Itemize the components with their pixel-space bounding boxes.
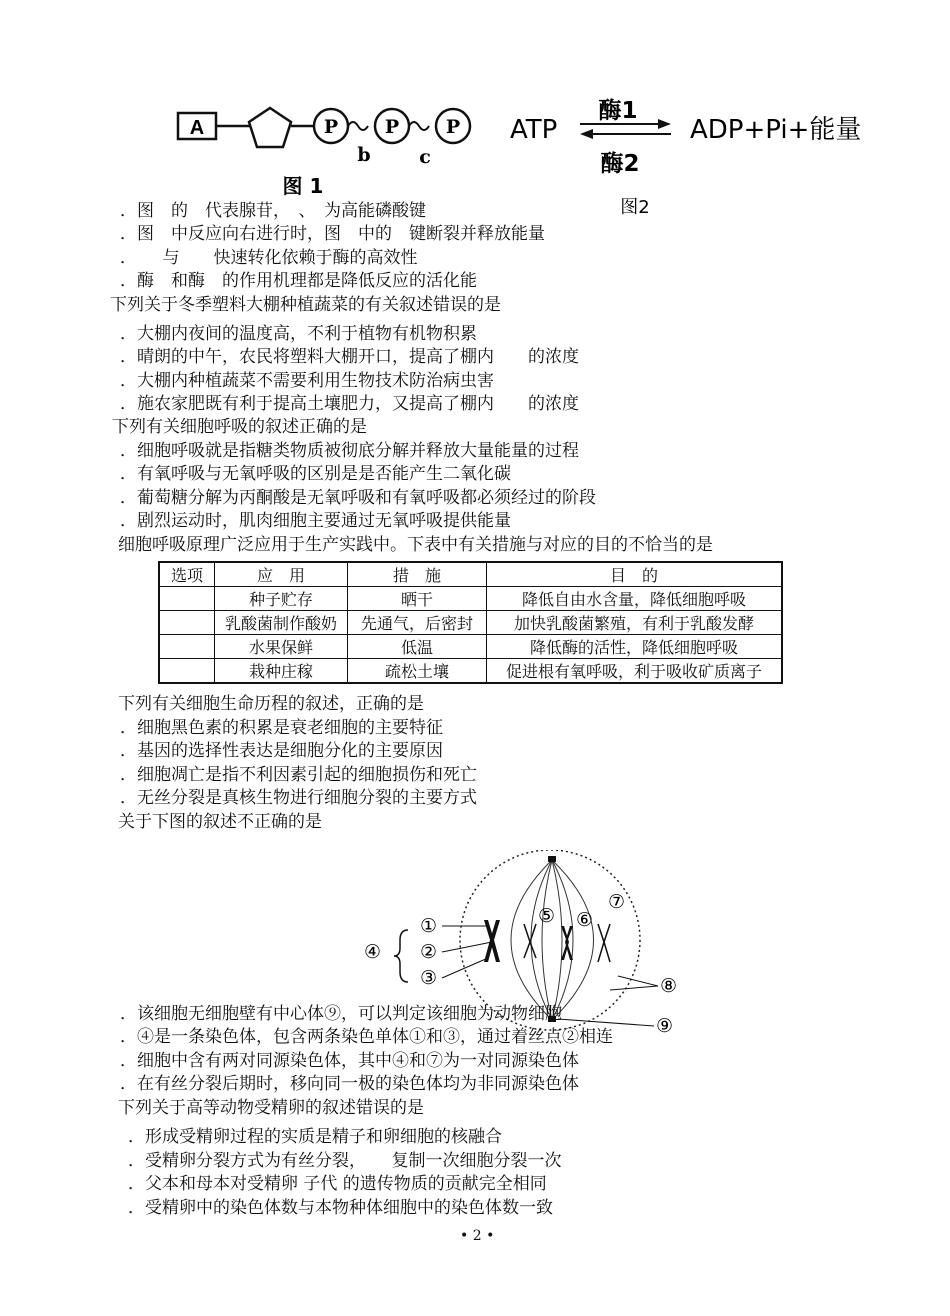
table-cell: 栽种庄稼 bbox=[215, 659, 348, 684]
enzyme-1-label: 酶1 bbox=[598, 98, 638, 124]
cell-figure-question-stem: 关于下图的叙述不正确的是 bbox=[118, 812, 322, 832]
table-cell: 降低酶的活性，降低细胞呼吸 bbox=[487, 635, 783, 659]
enzyme-2-label: 酶2 bbox=[600, 151, 640, 177]
atp-label: ATP bbox=[510, 115, 558, 145]
greenhouse-option-b: ．晴朗的中午，农民将塑料大棚开口，提高了棚内 的浓度 bbox=[120, 347, 579, 367]
phosphate-label-2: P bbox=[384, 116, 400, 138]
measures-table bbox=[158, 561, 783, 684]
table-cell bbox=[159, 587, 215, 611]
table-cell: 低温 bbox=[348, 635, 487, 659]
zygote-option-b: ．受精卵分裂方式为有丝分裂， 复制一次细胞分裂一次 bbox=[128, 1151, 562, 1171]
table-cell bbox=[159, 611, 215, 635]
label-5: ⑤ bbox=[538, 905, 556, 927]
table-cell: 种子贮存 bbox=[215, 587, 348, 611]
respiration-question-stem: 下列有关细胞呼吸的叙述正确的是 bbox=[112, 417, 367, 437]
table-cell: 晒干 bbox=[348, 587, 487, 611]
cell-figure-option-d: ．在有丝分裂后期时，移向同一极的染色体均为非同源染色体 bbox=[120, 1074, 579, 1094]
table-cell: 乳酸菌制作酸奶 bbox=[215, 611, 348, 635]
figure-1-caption: 图 1 bbox=[282, 174, 324, 198]
table-header: 措 施 bbox=[348, 562, 487, 587]
bond-label-b: b bbox=[357, 144, 371, 166]
table-cell: 疏松土壤 bbox=[348, 659, 487, 684]
respiration-option-d: ．剧烈运动时，肌肉细胞主要通过无氧呼吸提供能量 bbox=[120, 511, 511, 531]
table-cell: 降低自由水含量，降低细胞呼吸 bbox=[487, 587, 783, 611]
label-2: ② bbox=[420, 941, 438, 963]
atp-option-a: ．图 的 代表腺苷， 、 为高能磷酸键 bbox=[120, 201, 426, 221]
atp-option-d: ．酶 和酶 的作用机理都是降低反应的活化能 bbox=[120, 271, 477, 291]
atp-option-b: ．图 中反应向右进行时，图 中的 键断裂并释放能量 bbox=[120, 224, 545, 244]
zygote-option-c: ．父本和母本对受精卵 子代 的遗传物质的贡献完全相同 bbox=[128, 1174, 547, 1194]
label-4: ④ bbox=[364, 941, 382, 963]
lifecycle-option-c: ．细胞凋亡是指不利因素引起的细胞损伤和死亡 bbox=[120, 765, 477, 785]
figure-2-atp-reaction bbox=[508, 93, 898, 218]
products-label: ADP+Pi+能量 bbox=[690, 115, 862, 145]
table-cell bbox=[159, 659, 215, 684]
figure-1-atp-structure bbox=[170, 95, 480, 205]
greenhouse-option-d: ．施农家肥既有利于提高土壤肥力，又提高了棚内 的浓度 bbox=[120, 394, 579, 414]
table-header: 目 的 bbox=[487, 562, 783, 587]
table-cell: 加快乳酸菌繁殖，有利于乳酸发酵 bbox=[487, 611, 783, 635]
phosphate-label-3: P bbox=[445, 116, 461, 138]
zygote-option-a: ．形成受精卵过程的实质是精子和卵细胞的核融合 bbox=[128, 1127, 502, 1147]
table-row bbox=[159, 659, 782, 684]
cell-figure-option-a: ．该细胞无细胞壁有中心体⑨，可以判定该细胞为动物细胞 bbox=[120, 1004, 562, 1024]
table-row bbox=[159, 611, 782, 635]
figure-2-caption: 图2 bbox=[620, 197, 650, 218]
table-header-row bbox=[159, 562, 782, 587]
lifecycle-option-a: ．细胞黑色素的积累是衰老细胞的主要特征 bbox=[120, 718, 443, 738]
table-cell bbox=[159, 635, 215, 659]
label-8: ⑧ bbox=[660, 975, 678, 997]
phosphate-label-1: P bbox=[323, 116, 339, 138]
cell-figure-option-b: ．④是一条染色体，包含两条染色单体①和③，通过着丝点②相连 bbox=[120, 1027, 613, 1047]
atp-option-c: ． 与 快速转化依赖于酶的高效性 bbox=[120, 248, 418, 268]
lifecycle-option-d: ．无丝分裂是真核生物进行细胞分裂的主要方式 bbox=[120, 788, 477, 808]
zygote-question-stem: 下列关于高等动物受精卵的叙述错误的是 bbox=[118, 1098, 424, 1118]
respiration-option-c: ．葡萄糖分解为丙酮酸是无氧呼吸和有氧呼吸都必须经过的阶段 bbox=[120, 488, 596, 508]
respiration-option-b: ．有氧呼吸与无氧呼吸的区别是是否能产生二氧化碳 bbox=[120, 464, 511, 484]
table-header: 应 用 bbox=[215, 562, 348, 587]
table-row bbox=[159, 635, 782, 659]
cell-figure-option-c: ．细胞中含有两对同源染色体，其中④和⑦为一对同源染色体 bbox=[120, 1051, 579, 1071]
greenhouse-option-c: ．大棚内种植蔬菜不需要利用生物技术防治病虫害 bbox=[120, 371, 494, 391]
greenhouse-question-stem: 下列关于冬季塑料大棚种植蔬菜的有关叙述错误的是 bbox=[110, 295, 501, 315]
lifecycle-question-stem: 下列有关细胞生命历程的叙述，正确的是 bbox=[118, 694, 424, 714]
label-6: ⑥ bbox=[576, 909, 594, 931]
table-row bbox=[159, 587, 782, 611]
bond-label-c: c bbox=[419, 146, 431, 168]
label-7: ⑦ bbox=[608, 891, 626, 913]
table-cell: 先通气，后密封 bbox=[348, 611, 487, 635]
table-cell: 水果保鲜 bbox=[215, 635, 348, 659]
application-question-stem: 细胞呼吸原理广泛应用于生产实践中。下表中有关措施与对应的目的不恰当的是 bbox=[118, 535, 713, 555]
lifecycle-option-b: ．基因的选择性表达是细胞分化的主要原因 bbox=[120, 741, 443, 761]
page-number: • 2 • bbox=[460, 1228, 495, 1244]
respiration-option-a: ．细胞呼吸就是指糖类物质被彻底分解并释放大量能量的过程 bbox=[120, 441, 579, 461]
table-header: 选项 bbox=[159, 562, 215, 587]
adenine-box-label: A bbox=[189, 117, 205, 139]
label-9: ⑨ bbox=[656, 1015, 674, 1037]
zygote-option-d: ．受精卵中的染色体数与本物种体细胞中的染色体数一致 bbox=[128, 1198, 553, 1218]
greenhouse-option-a: ．大棚内夜间的温度高，不利于植物有机物积累 bbox=[120, 324, 477, 344]
table-cell: 促进根有氧呼吸，利于吸收矿质离子 bbox=[487, 659, 783, 684]
label-1: ① bbox=[420, 915, 438, 937]
label-3: ③ bbox=[420, 967, 438, 989]
